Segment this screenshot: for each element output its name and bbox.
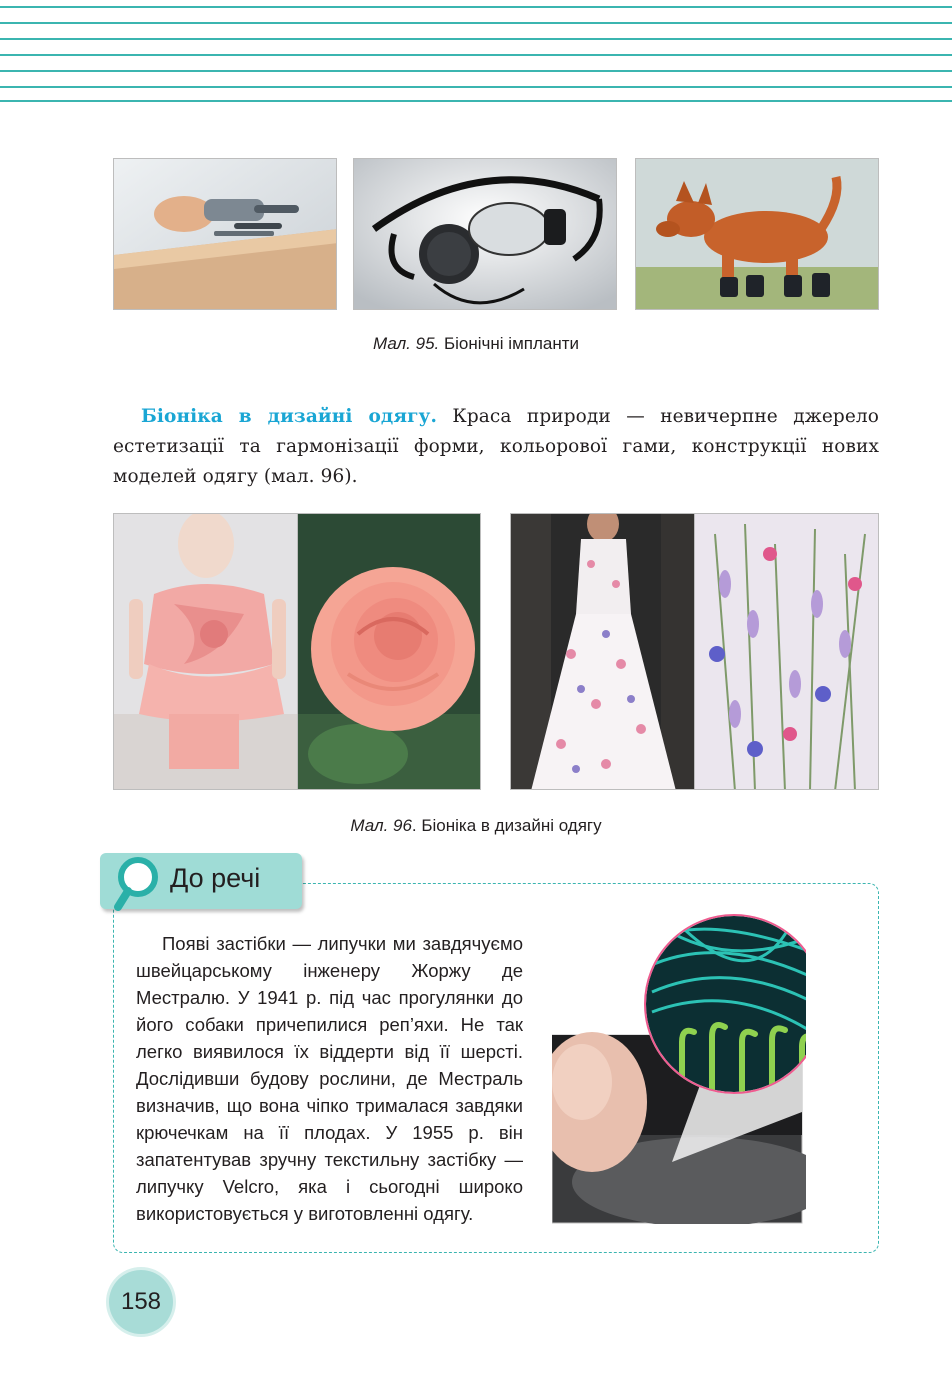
bionic-eye-photo xyxy=(353,158,617,310)
pink-dress-photo xyxy=(113,513,298,790)
section-heading: Біоніка в дизайні одягу. xyxy=(141,406,438,427)
pink-rose-photo xyxy=(297,513,481,790)
aside-text xyxy=(136,930,523,1227)
section-paragraph xyxy=(113,402,879,492)
figure-96-title: . Біоніка в дизайні одягу xyxy=(411,816,602,835)
section-text: Краса природи — невичерпне джерело естетизації та гармонізації форми, кольорової гами, конструкції нових моделей одягу (мал. 96). xyxy=(113,406,879,487)
dog-prosthetic-legs-photo xyxy=(635,158,879,310)
aside-tab xyxy=(100,853,302,909)
figure-95-caption xyxy=(0,334,952,354)
floral-dress-photo xyxy=(510,513,695,790)
figure-95-number: Мал. 95. xyxy=(372,334,440,353)
figure-96-number: Мал. 96 xyxy=(350,816,412,835)
aside-paragraph: Появі застібки — липучки ми завдячуємо швейцарському інженеру Жоржу де Местралю. У 1941 р. під час прогулянки до його собаки причепилися реп’яхи. Не так легко виявилося їх віддерти від її шерсті. Дослідивши будову рослини, де Местраль визначив, що вона чіпко трималася завдяки крючечкам на її плодах. У 1955 р. він запатентував зручну текстильну застібку — липучку Velcro, яка і сьогодні широко використовується у виготовленні одягу. xyxy=(136,933,523,1224)
velcro-hooks-photo xyxy=(552,912,806,1224)
figure-95-title: Біонічні імпланти xyxy=(444,334,580,353)
figure-96-caption xyxy=(0,816,952,836)
bionic-hand-photo xyxy=(113,158,337,310)
magnifier-icon xyxy=(112,855,166,915)
aside-title: До речі xyxy=(170,863,261,893)
page-number: 158 xyxy=(109,1270,173,1334)
wildflowers-photo xyxy=(694,513,879,790)
